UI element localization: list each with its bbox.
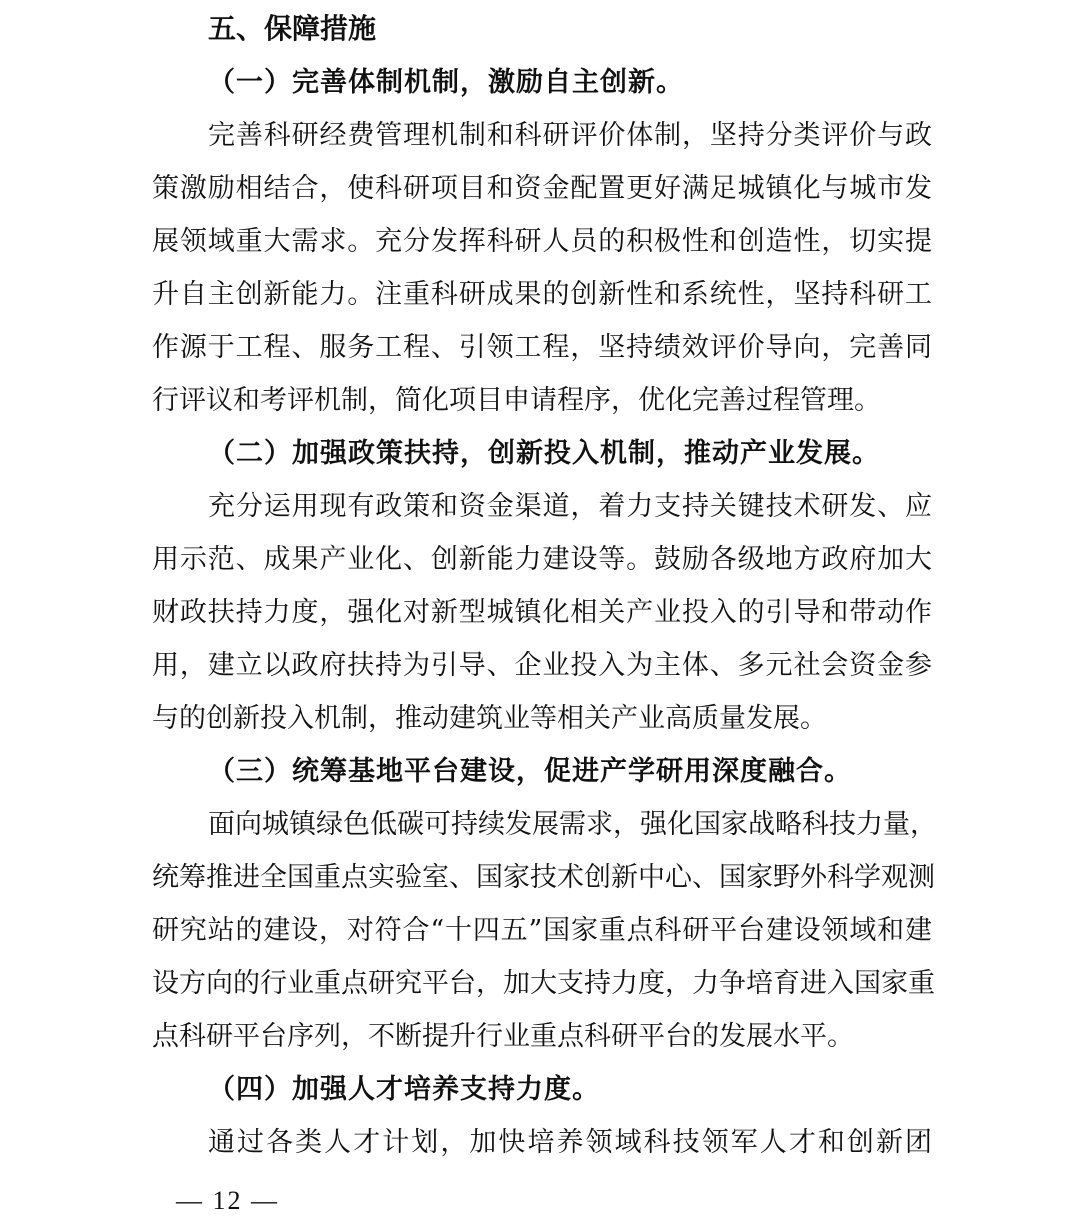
page-number: — 12 — xyxy=(176,1186,279,1215)
paragraph-line: 通过各类人才计划，加快培养领域科技领军人才和创新团 xyxy=(208,1127,932,1158)
paragraph-line: 用示范、成果产业化、创新能力建设等。鼓励各级地方政府加大 xyxy=(152,544,932,575)
paragraph-line: 与的创新投入机制，推动建筑业等相关产业高质量发展。 xyxy=(152,703,827,734)
paragraph-line: 面向城镇绿色低碳可持续发展需求，强化国家战略科技力量， xyxy=(208,809,937,840)
paragraph-line: 升自主创新能力。注重科研成果的创新性和系统性，坚持科研工 xyxy=(152,279,932,310)
paragraph-line: 用，建立以政府扶持为引导、企业投入为主体、多元社会资金参 xyxy=(152,650,932,681)
section-title: 五、保障措施 xyxy=(208,12,377,45)
paragraph-line: 策激励相结合，使科研项目和资金配置更好满足城镇化与城市发 xyxy=(152,173,932,204)
paragraph-line: 作源于工程、服务工程、引领工程，坚持绩效评价导向，完善同 xyxy=(152,332,932,363)
subsection-heading-1: （一）完善体制机制，激励自主创新。 xyxy=(208,67,684,98)
paragraph-line: 研究站的建设，对符合“十四五”国家重点科研平台建设领域和建 xyxy=(152,915,932,946)
paragraph-line: 完善科研经费管理机制和科研评价体制，坚持分类评价与政 xyxy=(208,120,932,151)
paragraph-line: 统筹推进全国重点实验室、国家技术创新中心、国家野外科学观测 xyxy=(152,862,935,893)
paragraph-line: 行评议和考评机制，简化项目申请程序，优化完善过程管理。 xyxy=(152,385,881,416)
paragraph-line: 充分运用现有政策和资金渠道，着力支持关键技术研发、应 xyxy=(208,491,932,522)
paragraph-line: 设方向的行业重点研究平台，加大支持力度，力争培育进入国家重 xyxy=(152,968,935,999)
paragraph-line: 点科研平台序列，不断提升行业重点科研平台的发展水平。 xyxy=(152,1021,854,1052)
paragraph-line: 财政扶持力度，强化对新型城镇化相关产业投入的引导和带动作 xyxy=(152,597,932,628)
paragraph-line: 展领域重大需求。充分发挥科研人员的积极性和创造性，切实提 xyxy=(152,226,932,257)
subsection-heading-4: （四）加强人才培养支持力度。 xyxy=(208,1074,600,1105)
subsection-heading-2: （二）加强政策扶持，创新投入机制，推动产业发展。 xyxy=(208,438,880,469)
subsection-heading-3: （三）统筹基地平台建设，促进产学研用深度融合。 xyxy=(208,756,852,787)
